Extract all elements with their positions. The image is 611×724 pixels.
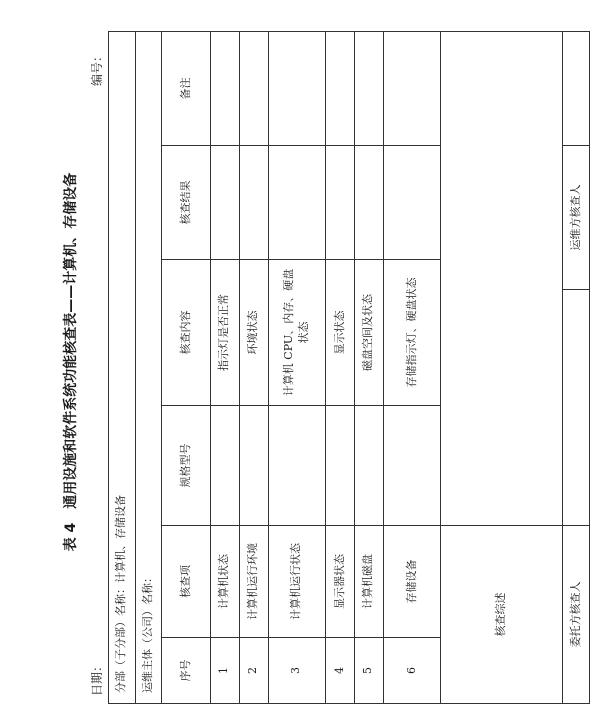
row-remark bbox=[355, 31, 384, 145]
table-row bbox=[210, 31, 239, 703]
operator-checker-signature bbox=[563, 31, 590, 145]
row-item: 计算机运行状态 bbox=[268, 526, 326, 638]
subunit-row bbox=[109, 31, 136, 703]
table-number: 表 4 bbox=[63, 522, 79, 552]
row-content: 磁盘空间及状态 bbox=[355, 260, 384, 406]
summary-content bbox=[441, 31, 563, 525]
row-remark bbox=[326, 31, 355, 145]
client-checker-signature bbox=[563, 290, 590, 526]
row-item: 计算机运行环境 bbox=[239, 526, 268, 638]
row-content: 环境状态 bbox=[239, 260, 268, 406]
operator-name: 运维主体（公司）名称： bbox=[135, 31, 162, 703]
row-content: 指示灯是否正常 bbox=[210, 260, 239, 406]
signature-row bbox=[563, 31, 590, 703]
row-index: 3 bbox=[268, 638, 326, 704]
date-label: 日期： bbox=[90, 659, 104, 696]
row-content: 显示状态 bbox=[326, 260, 355, 406]
inspection-table bbox=[108, 31, 590, 704]
table-title: 通用设施和软件系统功能核查表——计算机、存储设备 bbox=[63, 172, 79, 509]
row-result bbox=[355, 146, 384, 260]
table-row bbox=[239, 31, 268, 703]
row-index: 1 bbox=[210, 638, 239, 704]
summary-row bbox=[441, 31, 563, 703]
row-remark bbox=[383, 31, 441, 145]
row-model bbox=[355, 406, 384, 526]
row-model bbox=[326, 406, 355, 526]
table-row bbox=[268, 31, 326, 703]
row-index: 2 bbox=[239, 638, 268, 704]
table-caption bbox=[60, 0, 80, 724]
row-result bbox=[210, 146, 239, 260]
header-index: 序号 bbox=[162, 638, 211, 704]
row-remark bbox=[268, 31, 326, 145]
header-content: 核查内容 bbox=[162, 260, 211, 406]
header-remark: 备注 bbox=[162, 31, 211, 145]
header-result: 核查结果 bbox=[162, 146, 211, 260]
operator-checker-label: 运维方核查人 bbox=[563, 146, 590, 290]
row-content: 计算机 CPU、内存、硬盘状态 bbox=[268, 260, 326, 406]
table-row bbox=[326, 31, 355, 703]
row-remark bbox=[239, 31, 268, 145]
row-model bbox=[383, 406, 441, 526]
header-row bbox=[162, 31, 211, 703]
row-index: 5 bbox=[355, 638, 384, 704]
operator-row bbox=[135, 31, 162, 703]
row-item: 存储设备 bbox=[383, 526, 441, 638]
row-model bbox=[210, 406, 239, 526]
row-result bbox=[383, 146, 441, 260]
summary-label: 核查综述 bbox=[441, 526, 563, 704]
header-model: 规格型号 bbox=[162, 406, 211, 526]
table-row bbox=[383, 31, 441, 703]
row-remark bbox=[210, 31, 239, 145]
serial-number-label: 编号： bbox=[90, 49, 104, 86]
row-item: 计算机磁盘 bbox=[355, 526, 384, 638]
client-checker-label: 委托方核查人 bbox=[563, 526, 590, 704]
subunit-name: 分部（子分部）名称：计算机、存储设备 bbox=[109, 31, 136, 703]
row-item: 显示器状态 bbox=[326, 526, 355, 638]
row-model bbox=[239, 406, 268, 526]
row-result bbox=[239, 146, 268, 260]
row-result bbox=[326, 146, 355, 260]
row-content: 存储指示灯、硬盘状态 bbox=[383, 260, 441, 406]
row-item: 计算机状态 bbox=[210, 526, 239, 638]
header-item: 核查项 bbox=[162, 526, 211, 638]
row-index: 6 bbox=[383, 638, 441, 704]
table-row bbox=[355, 31, 384, 703]
row-model bbox=[268, 406, 326, 526]
row-result bbox=[268, 146, 326, 260]
row-index: 4 bbox=[326, 638, 355, 704]
